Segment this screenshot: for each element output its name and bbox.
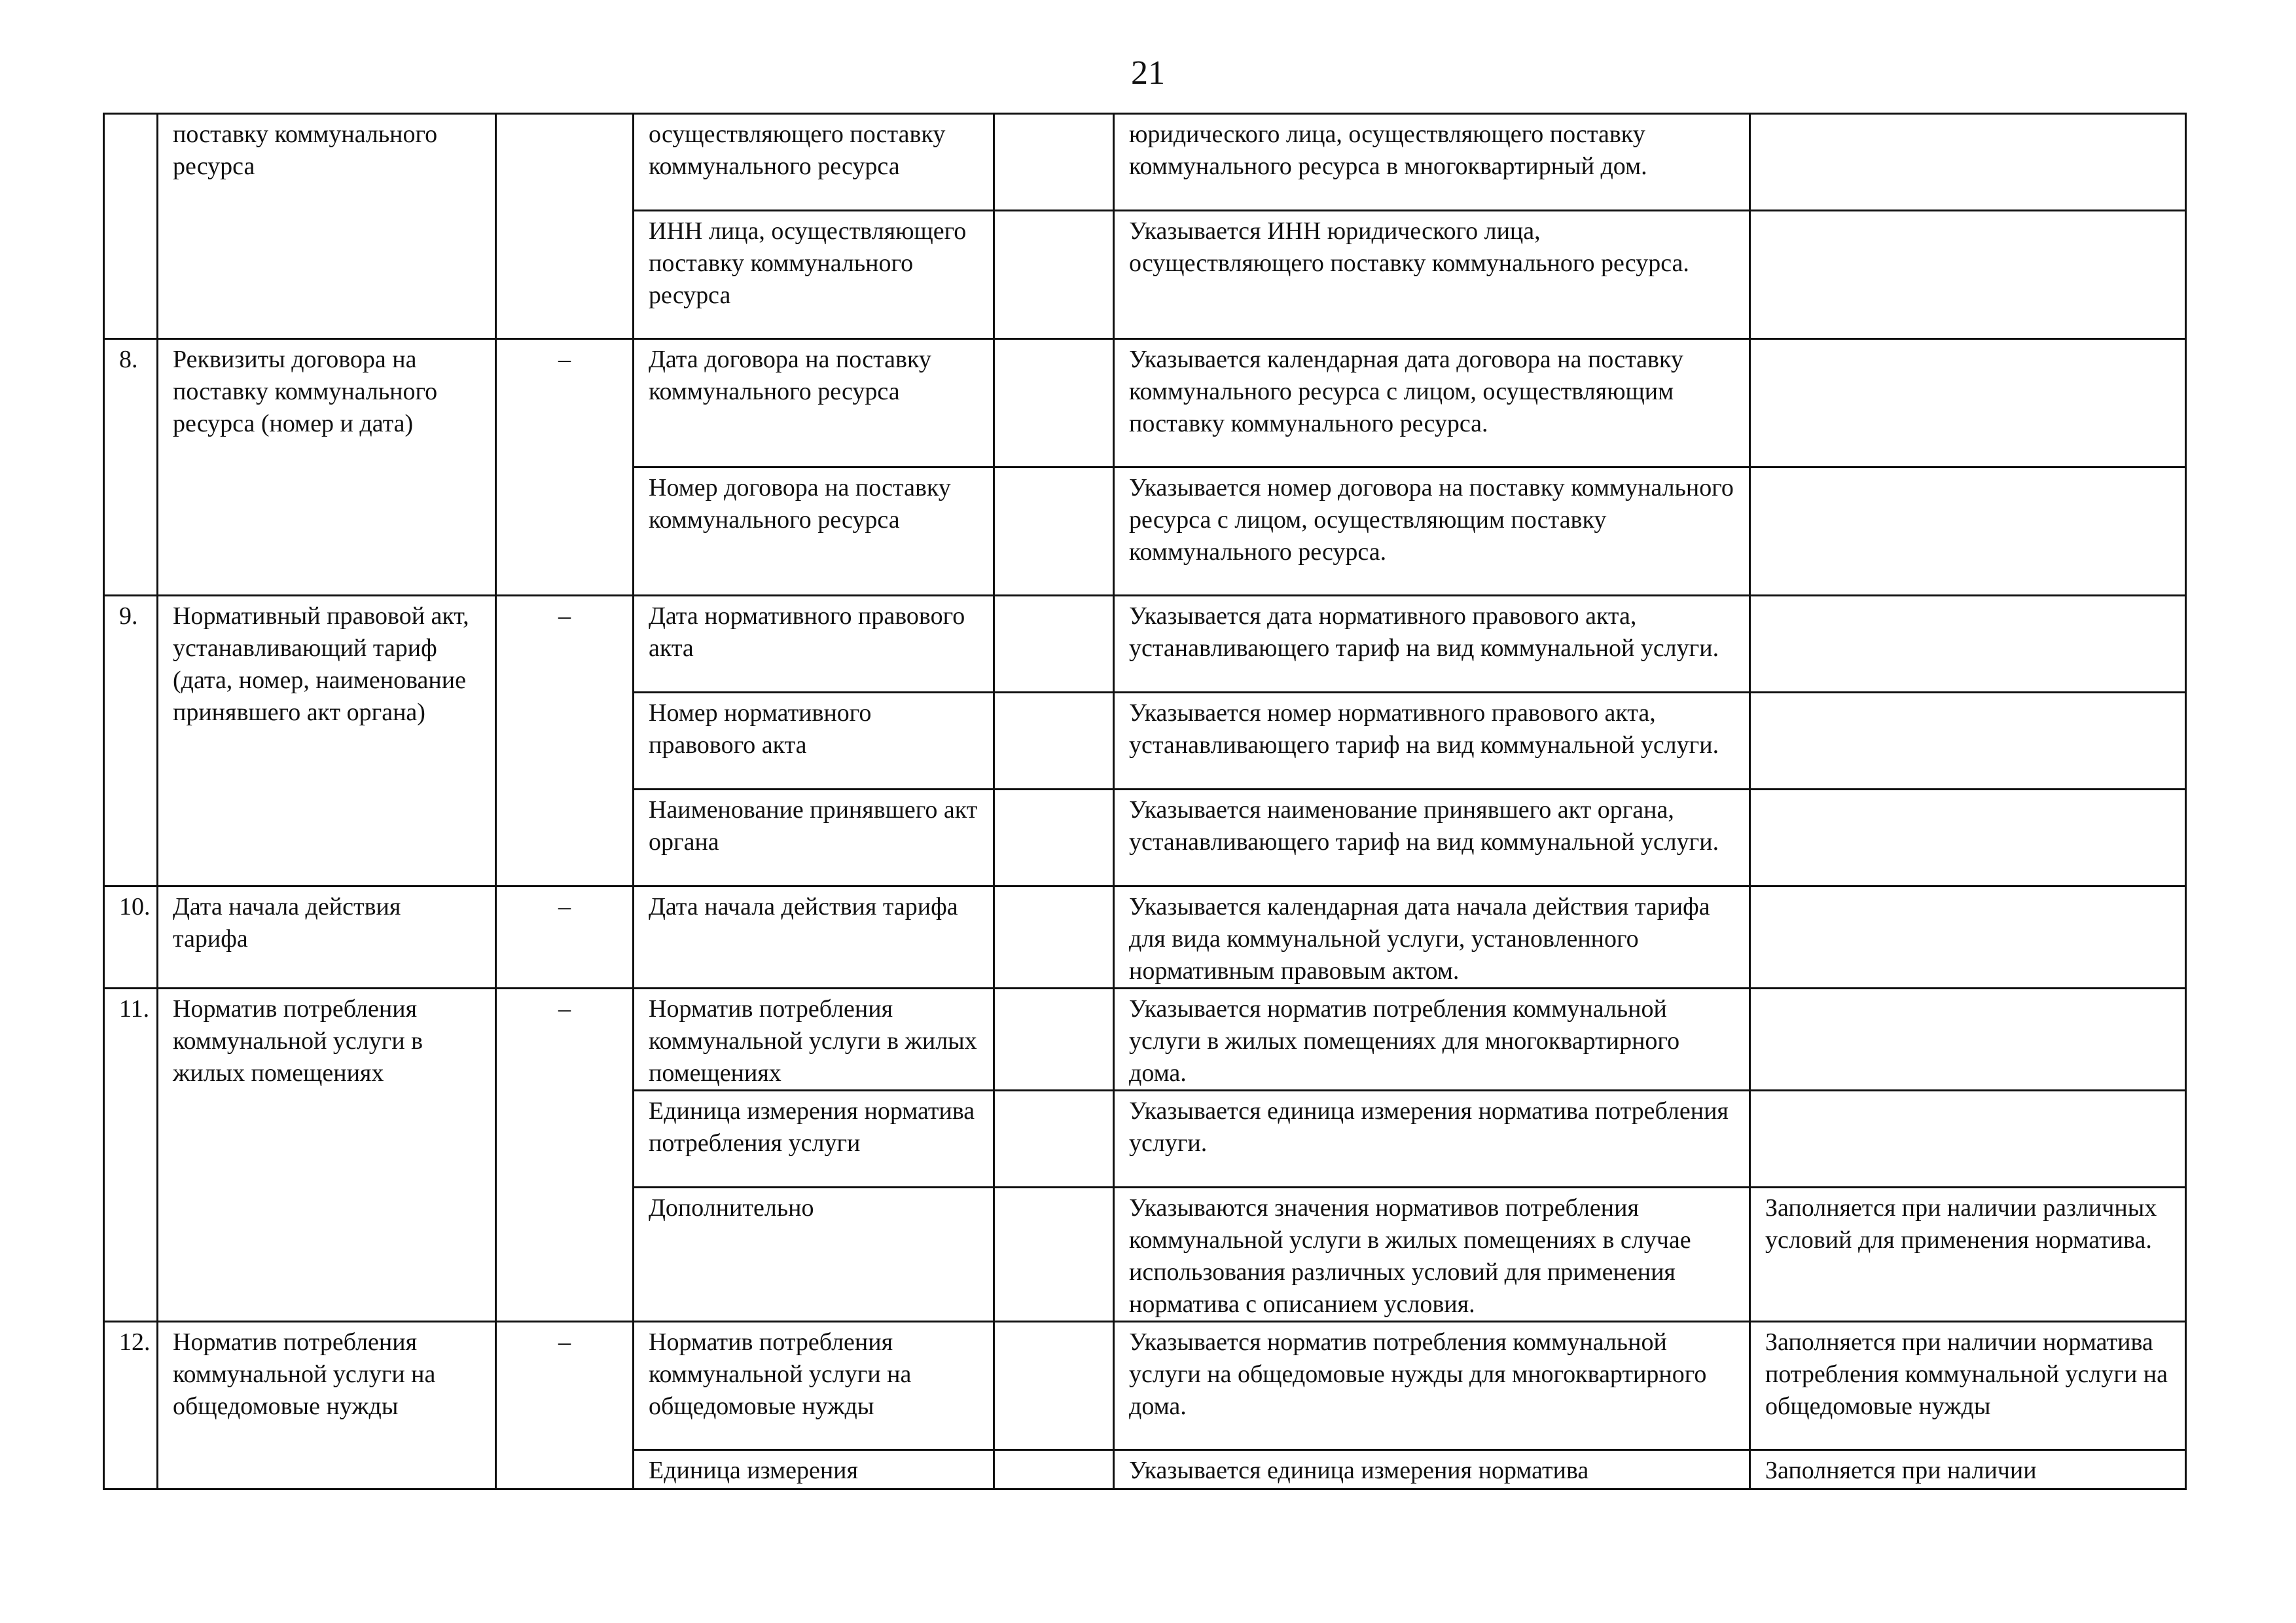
fill-rule: Указывается единица измерения норматива xyxy=(1114,1450,1750,1489)
field-name: Наименование принявшего акт органа xyxy=(634,790,994,886)
indicator-name: Реквизиты договора на поставку коммунального ресурса (номер и дата) xyxy=(158,339,496,596)
field-name: осуществляющего поставку коммунального ресурса xyxy=(634,114,994,211)
empty-cell xyxy=(994,886,1114,989)
fill-rule: Указывается календарная дата начала действия тарифа для вида коммунальной услуги, установленного нормативным правовым актом. xyxy=(1114,886,1750,989)
row-number: 12. xyxy=(104,1322,158,1489)
field-name: Единица измерения норматива потребления услуги xyxy=(634,1091,994,1188)
row-number: 10. xyxy=(104,886,158,989)
note-cell xyxy=(1750,339,2186,467)
indicator-name: Нормативный правовой акт, устанавливающий тариф (дата, номер, наименование принявшего акт органа) xyxy=(158,596,496,886)
empty-cell xyxy=(994,1322,1114,1450)
empty-cell xyxy=(994,211,1114,339)
fill-rule: Указываются значения нормативов потребления коммунальной услуги в жилых помещениях в случае использования различных условий для применения норматива с описанием условия. xyxy=(1114,1188,1750,1322)
fill-rule: Указывается наименование принявшего акт органа, устанавливающего тариф на вид коммунальной услуги. xyxy=(1114,790,1750,886)
table-row xyxy=(104,989,2186,1091)
unit-cell: – xyxy=(496,339,634,596)
empty-cell xyxy=(994,1188,1114,1322)
table-row xyxy=(104,339,2186,467)
empty-cell xyxy=(994,1091,1114,1188)
field-name: Дата начала действия тарифа xyxy=(634,886,994,989)
note-cell xyxy=(1750,790,2186,886)
unit-cell: – xyxy=(496,1322,634,1489)
table-row xyxy=(104,1322,2186,1450)
table-row xyxy=(104,114,2186,211)
note-cell xyxy=(1750,211,2186,339)
field-name: ИНН лица, осуществляющего поставку коммунального ресурса xyxy=(634,211,994,339)
field-name: Единица измерения xyxy=(634,1450,994,1489)
fill-rule: юридического лица, осуществляющего поставку коммунального ресурса в многоквартирный дом. xyxy=(1114,114,1750,211)
note-cell xyxy=(1750,467,2186,596)
note-cell xyxy=(1750,596,2186,693)
page-number: 21 xyxy=(1131,54,1165,92)
note-cell xyxy=(1750,989,2186,1091)
unit-cell xyxy=(496,114,634,339)
note-cell xyxy=(1750,693,2186,790)
note-cell xyxy=(1750,1091,2186,1188)
indicator-name: Норматив потребления коммунальной услуги на общедомовые нужды xyxy=(158,1322,496,1489)
empty-cell xyxy=(994,596,1114,693)
field-name: Номер договора на поставку коммунального ресурса xyxy=(634,467,994,596)
empty-cell xyxy=(994,693,1114,790)
row-number: 11. xyxy=(104,989,158,1322)
requirements-table xyxy=(103,113,2187,1490)
fill-rule: Указывается номер договора на поставку коммунального ресурса с лицом, осуществляющим поставку коммунального ресурса. xyxy=(1114,467,1750,596)
empty-cell xyxy=(994,989,1114,1091)
note-cell: Заполняется при наличии норматива потребления коммунальной услуги на общедомовые нужды xyxy=(1750,1322,2186,1450)
empty-cell xyxy=(994,467,1114,596)
empty-cell xyxy=(994,790,1114,886)
indicator-name: Норматив потребления коммунальной услуги в жилых помещениях xyxy=(158,989,496,1322)
field-name: Норматив потребления коммунальной услуги в жилых помещениях xyxy=(634,989,994,1091)
table-frame xyxy=(103,113,2185,1484)
fill-rule: Указывается номер нормативного правового акта, устанавливающего тариф на вид коммунальной услуги. xyxy=(1114,693,1750,790)
row-number: 8. xyxy=(104,339,158,596)
empty-cell xyxy=(994,339,1114,467)
field-name: Номер нормативного правового акта xyxy=(634,693,994,790)
empty-cell xyxy=(994,114,1114,211)
field-name: Дополнительно xyxy=(634,1188,994,1322)
indicator-name: поставку коммунального ресурса xyxy=(158,114,496,339)
row-number: 9. xyxy=(104,596,158,886)
fill-rule: Указывается ИНН юридического лица, осуществляющего поставку коммунального ресурса. xyxy=(1114,211,1750,339)
field-name: Дата нормативного правового акта xyxy=(634,596,994,693)
table-row xyxy=(104,596,2186,693)
indicator-name: Дата начала действия тарифа xyxy=(158,886,496,989)
row-number xyxy=(104,114,158,339)
fill-rule: Указывается дата нормативного правового акта, устанавливающего тариф на вид коммунальной услуги. xyxy=(1114,596,1750,693)
note-cell xyxy=(1750,886,2186,989)
fill-rule: Указывается единица измерения норматива потребления услуги. xyxy=(1114,1091,1750,1188)
fill-rule: Указывается календарная дата договора на поставку коммунального ресурса с лицом, осуществляющим поставку коммунального ресурса. xyxy=(1114,339,1750,467)
empty-cell xyxy=(994,1450,1114,1489)
fill-rule: Указывается норматив потребления коммунальной услуги на общедомовые нужды для многоквартирного дома. xyxy=(1114,1322,1750,1450)
field-name: Дата договора на поставку коммунального ресурса xyxy=(634,339,994,467)
note-cell: Заполняется при наличии xyxy=(1750,1450,2186,1489)
unit-cell: – xyxy=(496,989,634,1322)
fill-rule: Указывается норматив потребления коммунальной услуги в жилых помещениях для многоквартирного дома. xyxy=(1114,989,1750,1091)
note-cell: Заполняется при наличии различных условий для применения норматива. xyxy=(1750,1188,2186,1322)
table-row xyxy=(104,886,2186,989)
unit-cell: – xyxy=(496,886,634,989)
note-cell xyxy=(1750,114,2186,211)
field-name: Норматив потребления коммунальной услуги на общедомовые нужды xyxy=(634,1322,994,1450)
unit-cell: – xyxy=(496,596,634,886)
